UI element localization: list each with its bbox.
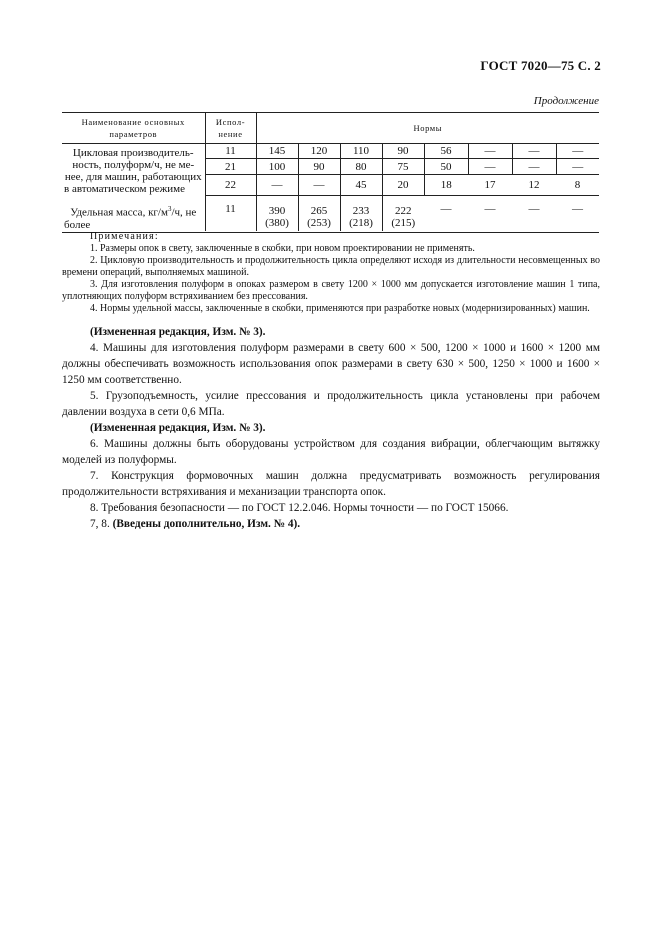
cell-isp: 11: [205, 144, 256, 159]
cell: 110: [340, 144, 382, 159]
cell: 56: [424, 144, 468, 159]
col-header-norms: Нормы: [256, 113, 599, 144]
cell: —: [256, 174, 298, 195]
cell: 120: [298, 144, 340, 159]
cell: 12: [512, 174, 556, 195]
cell: 145: [256, 144, 298, 159]
cell: 75: [382, 159, 424, 174]
cell: 265 (253): [298, 203, 340, 231]
cell: —: [440, 203, 452, 215]
paragraph-7-8: 7, 8. (Введены дополнительно, Изм. № 4).: [90, 518, 301, 530]
param-productivity: Цикловая производитель-ность, полуформ/ч, не ме-нее, для машин, работающих в автоматическом режиме: [64, 147, 202, 195]
cell: —: [298, 174, 340, 195]
paragraph-6: 6. Машины должны быть оборудованы устройством для создания вибрации, облегчающим вытяжку моделей из полуформы.: [62, 438, 600, 466]
edition-note: (Измененная редакция, Изм. № 3).: [90, 326, 266, 338]
cell: 390 (380): [265, 204, 289, 229]
cell: —: [512, 144, 556, 159]
cell: 18: [424, 174, 468, 195]
cell: —: [512, 159, 556, 174]
edition-note: (Измененная редакция, Изм. № 3).: [90, 422, 266, 434]
continuation-label: Продолжение: [533, 95, 599, 107]
notes-section: [62, 231, 600, 315]
cell: 100: [256, 159, 298, 174]
cell: 233 (218): [340, 203, 382, 231]
paragraph-5: 5. Грузоподъемность, усилие прессования и продолжительность цикла установлены при рабочем давлении воздуха в сети 0,6 МПа.: [62, 390, 600, 418]
paragraph-7: 7. Конструкция формовочных машин должна предусматривать возможность регулирования продолжительности встряхивания и механизации транспорта опок.: [62, 470, 600, 498]
cell: —: [572, 203, 584, 215]
note-4: 4. Нормы удельной массы, заключенные в скобки, применяются при разработке новых (модернизированных) машин.: [90, 303, 590, 314]
cell: —: [556, 144, 599, 159]
cell: —: [468, 144, 512, 159]
cell: —: [528, 203, 540, 215]
note-3: 3. Для изготовления полуформ в опоках размером в свету 1200 × 1000 мм допускается изготовление машин 1 типа, уплотняющих полуформ встряхиванием без прессования.: [62, 279, 600, 302]
table-row: [62, 144, 599, 159]
notes-title: Примечания:: [90, 231, 159, 242]
cell-isp: 22: [205, 174, 256, 195]
cell: 80: [340, 159, 382, 174]
cell: —: [556, 159, 599, 174]
body-text: [62, 324, 600, 532]
cell: 90: [382, 144, 424, 159]
cell: 20: [382, 174, 424, 195]
cell: 17: [468, 174, 512, 195]
note-2: 2. Цикловую производительность и продолжительность цикла определяют исходя из длительности несовмещенных во времени операций, выполняемых машиной.: [62, 255, 600, 278]
cell: 50: [424, 159, 468, 174]
col-header-name: Наименование основных параметров: [62, 113, 205, 144]
page-header: ГОСТ 7020—75 С. 2: [480, 58, 601, 73]
cell-isp: 21: [205, 159, 256, 174]
note-1: 1. Размеры опок в свету, заключенные в скобки, при новом проектировании не применять.: [90, 243, 475, 254]
cell: —: [468, 159, 512, 174]
paragraph-8: 8. Требования безопасности — по ГОСТ 12.2.046. Нормы точности — по ГОСТ 15066.: [90, 502, 509, 514]
cell: 45: [340, 174, 382, 195]
col-header-isp: Испол- нение: [205, 113, 256, 144]
cell-isp: 11: [205, 203, 256, 231]
cell: 222 (215): [382, 203, 424, 231]
paragraph-4: 4. Машины для изготовления полуформ размерами в свету 600 × 500, 1200 × 1000 и 1600 × 1200 мм должны обеспечивать возможность использования опок размерами в свету 630 × 500, 1250 × 1000 и 1600 × 1250 мм соответственно.: [62, 342, 600, 386]
norms-table: [62, 112, 599, 233]
param-mass: Удельная масса, $кг/м^3/ч$, не более: [64, 205, 197, 231]
cell: —: [484, 203, 496, 215]
cell: 8: [556, 174, 599, 195]
table-row: [62, 203, 599, 231]
cell: 90: [298, 159, 340, 174]
